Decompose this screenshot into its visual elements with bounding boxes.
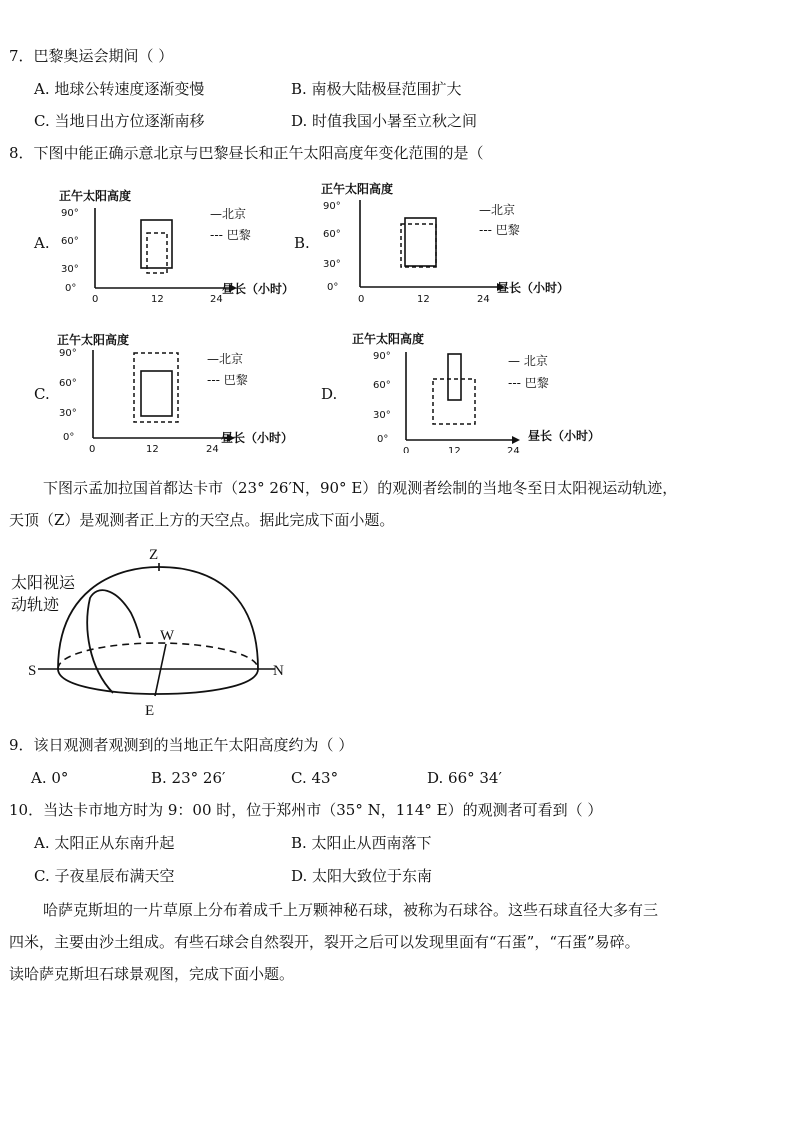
q10-option-d[interactable]: D. 太阳大致位于东南 [291,867,433,885]
chart-c-beijing-rect [141,371,172,416]
q9-option-c[interactable]: C. 43° [291,769,339,787]
chart-b-ytick-60: 60° [323,229,341,240]
zenith-label: Z [149,547,159,563]
chart-b-xlabel: 昼长（小时） [497,281,570,295]
chart-c-ytick-60: 60° [59,378,77,389]
chart-b-xtick-0: 0 [358,294,365,303]
chart-d-beijing-rect [448,354,461,400]
chart-d-xtick-0: 0 [403,446,410,453]
chart-a-xtick-12: 12 [151,294,164,305]
chart-b-xtick-12: 12 [417,294,430,303]
q8-option-b-label[interactable]: B. [294,234,310,252]
passage-line-3: 读哈萨克斯坦石球景观图，完成下面小题。 [9,965,295,983]
chart-d-arrow [512,436,520,444]
q7-option-d[interactable]: D. 时值我国小暑至立秋之间 [291,112,478,130]
passage-line-1: 哈萨克斯坦的一片草原上分布着成千上万颗神秘石球，被称为石球谷。这些石球直径大多有三 [43,901,659,919]
chart-a-ytick-90: 90° [61,208,79,219]
chart-b-ylabel: 正午太阳高度 [321,182,394,196]
chart-a [55,183,305,308]
chart-b [319,178,579,303]
chart-c-legend-beijing: —北京 [207,352,244,366]
chart-a-xtick-24: 24 [210,294,223,305]
north-label: N [273,663,284,679]
chart-c-xlabel: 昼长（小时） [221,431,294,445]
chart-a-legend-paris: --- 巴黎 [210,228,251,242]
q8-stem: 8．下图中能正确示意北京与巴黎昼长和正午太阳高度年变化范围的是（ [9,144,484,162]
chart-a-ytick-30: 30° [61,264,79,275]
q8-option-c-label[interactable]: C. [34,385,50,403]
q10-option-c[interactable]: C. 子夜星辰布满天空 [34,867,175,885]
chart-c-ylabel: 正午太阳高度 [57,333,130,347]
q7-stem: 7．巴黎奥运会期间（ ） [9,47,174,65]
chart-b-ytick-0: 0° [327,282,339,293]
q10-option-b[interactable]: B. 太阳止从西南落下 [291,834,432,852]
chart-d-legend-beijing: — 北京 [508,354,548,368]
chart-b-paris-rect [401,224,436,267]
chart-c-legend-paris: --- 巴黎 [207,373,248,387]
q9-option-d[interactable]: D. 66° 34′ [427,769,502,787]
chart-a-legend-beijing: —北京 [210,207,247,221]
chart-a-paris-rect [147,233,167,273]
chart-d-ytick-90: 90° [373,351,391,362]
south-label: S [28,663,37,679]
chart-b-legend-paris: --- 巴黎 [479,223,520,237]
trajectory-label-2: 动轨迹 [11,595,60,614]
q7-option-b[interactable]: B. 南极大陆极昼范围扩大 [291,80,462,98]
chart-b-ytick-30: 30° [323,259,341,270]
chart-c-xtick-0: 0 [89,444,96,455]
q10-option-a[interactable]: A. 太阳正从东南升起 [34,834,175,852]
q8-option-d-label[interactable]: D. [321,385,338,403]
chart-a-xtick-0: 0 [92,294,99,305]
chart-d-xtick-24: 24 [507,446,520,453]
q8-option-a-label[interactable]: A. [34,234,50,252]
chart-d-xtick-12: 12 [448,446,461,453]
chart-a-ylabel: 正午太阳高度 [59,189,132,203]
chart-d-ytick-60: 60° [373,380,391,391]
q7-option-c[interactable]: C. 当地日出方位逐渐南移 [34,112,205,130]
passage-line-2: 四米，主要由沙土组成。有些石球会自然裂开，裂开之后可以发现里面有“石蛋”，“石蛋”易碎。 [9,933,640,951]
west-east-line [155,644,166,696]
chart-d-xlabel: 昼长（小时） [528,429,601,443]
chart-c-ytick-0: 0° [63,432,75,443]
chart-d-legend-paris: --- 巴黎 [508,376,549,390]
horizon-back [58,643,258,669]
chart-b-ytick-90: 90° [323,201,341,212]
chart-b-legend-beijing: —北京 [479,203,516,217]
intro-line-1: 下图示孟加拉国首都达卡市（23° 26′N，90° E）的观测者绘制的当地冬至日太阳视运动轨迹， [43,479,678,497]
q10-stem: 10．当达卡市地方时为 9：00 时，位于郑州市（35° N，114° E）的观测者可看到（ ） [9,801,603,819]
chart-c-xtick-24: 24 [206,444,219,455]
trajectory-label-1: 太阳视运 [11,573,76,592]
q9-stem: 9．该日观测者观测到的当地正午太阳高度约为（ ） [9,736,354,754]
chart-c-ytick-30: 30° [59,408,77,419]
chart-d-ylabel: 正午太阳高度 [352,332,425,346]
chart-d-ytick-30: 30° [373,410,391,421]
chart-c [55,330,305,455]
chart-a-ytick-0: 0° [65,283,77,294]
q7-option-a[interactable]: A. 地球公转速度逐渐变慢 [34,80,205,98]
intro-line-2: 天顶（Z）是观测者正上方的天空点。据此完成下面小题。 [9,511,395,529]
chart-d-ytick-0: 0° [377,434,389,445]
chart-d [350,328,610,453]
sky-diagram [5,543,295,721]
west-label: W [160,628,175,644]
sun-trajectory [87,590,140,693]
q9-option-b[interactable]: B. 23° 26′ [151,769,226,787]
chart-c-xtick-12: 12 [146,444,159,455]
chart-d-paris-rect [433,379,475,424]
q9-option-a[interactable]: A. 0° [31,769,69,787]
chart-c-ytick-90: 90° [59,348,77,359]
chart-a-xlabel: 昼长（小时） [222,282,295,296]
chart-b-xtick-24: 24 [477,294,490,303]
chart-b-beijing-rect [405,218,436,266]
east-label: E [145,703,155,719]
chart-a-ytick-60: 60° [61,236,79,247]
